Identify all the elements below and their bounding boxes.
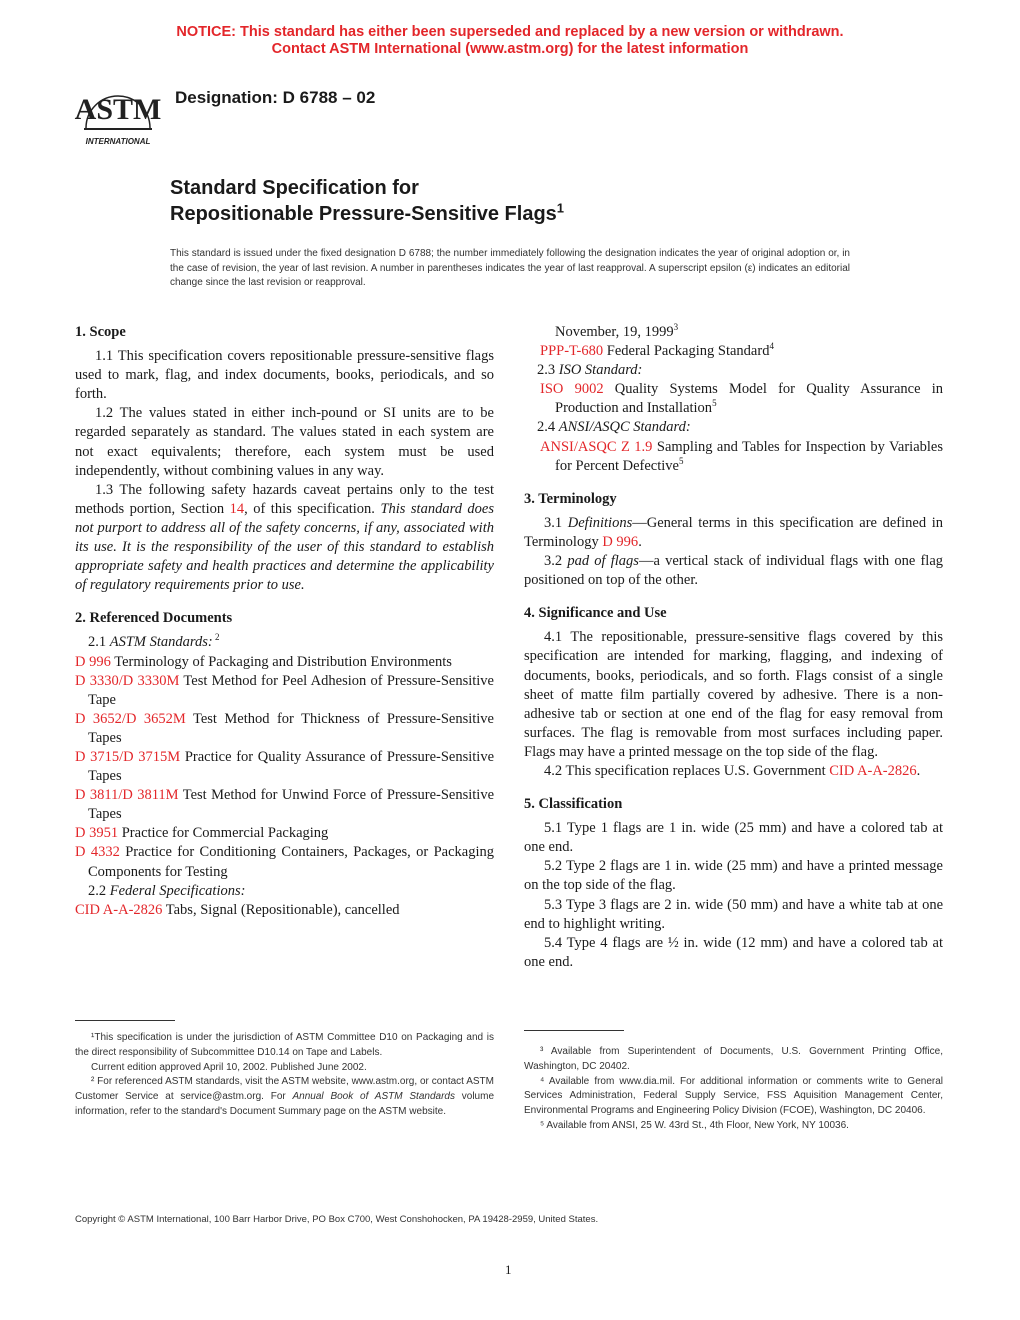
ref-title: Terminology of Packaging and Distribution Environments (110, 653, 452, 670)
para-4-1: 4.1 The repositionable, pressure-sensitive flags covered by this specification are intended for marking, flagging, and indexing of documents, books, periodicals, and so forth. Flags consist of a single sheet of matte film partially covered by adhesive. There is a non-adhesive tab or section at one end of the flag for easy removal from surfaces. The flag is removable from most surfaces including paper. Flags may have a printed message on the top side of the flag. (524, 629, 943, 760)
footnotes-right (524, 1045, 943, 1134)
para-4-2: 4.2 This specification replaces U.S. Government CID A-A-2826. (544, 762, 921, 779)
para-1-2: 1.2 The values stated in either inch-pound or SI units are to be regarded separately as standard. The values stated in each system are not exact equivalents; therefore, each system must be used independently, without combining values in any way. (75, 405, 494, 479)
title-line-1: Standard Specification for (170, 177, 419, 199)
para-5-4: 5.4 Type 4 flags are ½ in. wide (12 mm) and have a colored tab at one end. (524, 934, 943, 970)
ref-item (75, 653, 494, 672)
astm-logo-icon (74, 74, 162, 152)
footnote-4: ⁴ Available from www.dia.mil. For additional information or comments write to General Services Administration, Federal Supply Service, FSS Aquisition Management Center, Environmental Programs and Engineering Policy Division (FCOE), Washington, DC 20406. (524, 1075, 943, 1117)
ref-ansi-link[interactable]: ANSI/ASQC Z 1.9 (540, 438, 653, 455)
para-1-1: 1.1 This specification covers repositionable pressure-sensitive flags used to mark, flag, and index documents, books, periodicals, and so forth. (75, 348, 494, 403)
para-2-2: 2.2 Federal Specifications: (88, 882, 246, 899)
designation: Designation: D 6788 – 02 (175, 88, 376, 107)
ref-ppp: PPP-T-680 Federal Packaging Standard$^4$ (540, 341, 774, 360)
para-5-2: 5.2 Type 2 flags are 1 in. wide (25 mm) and have a printed message on the top side of the flag. (524, 858, 943, 894)
ref-item (75, 710, 494, 748)
astm-logo (74, 74, 162, 152)
ref-cid: CID A-A-2826 Tabs, Signal (Repositionable), cancelled (75, 901, 400, 918)
para-2-3: 2.3 ISO Standard: (537, 362, 643, 379)
para-3-2: 3.2 pad of flags—a vertical stack of individual flags with one flag positioned on top of the other. (524, 553, 944, 589)
copyright: Copyright © ASTM International, 100 Barr Harbor Drive, PO Box C700, West Conshohocken, PA 19428-2959, United States. (75, 1214, 599, 1225)
ref-link[interactable]: D 3811/D 3811M (75, 787, 179, 804)
section-5-heading: 5. Classification (524, 796, 623, 813)
ref-link[interactable]: D 3652/D 3652M (75, 710, 186, 727)
para-5-1: 5.1 Type 1 flags are 1 in. wide (25 mm) and have a colored tab at one end. (524, 820, 943, 856)
para-2-1: 2.1 ASTM Standards: $^2$ (88, 632, 220, 651)
footnotes-left (75, 1031, 494, 1120)
d996-link[interactable]: D 996 (602, 533, 639, 550)
section-2-heading: 2. Referenced Documents (75, 610, 233, 627)
footnote-5: ⁵ Available from ANSI, 25 W. 43rd St., 4th Floor, New York, NY 10036. (540, 1119, 849, 1131)
ref-link[interactable]: D 3951 (75, 825, 119, 842)
astm-refs-list (75, 653, 494, 882)
ref-ppp-link[interactable]: PPP-T-680 (540, 343, 604, 360)
ref-title: Practice for Conditioning Containers, Packages, or Packaging Components for Testing (88, 844, 494, 880)
ref-title: Test Method for Peel Adhesion of Pressure-Sensitive Tape (88, 672, 494, 708)
ref-item (75, 786, 494, 824)
notice-line-2: Contact ASTM International (www.astm.org) for the latest information (271, 41, 749, 57)
ref-title: Practice for Quality Assurance of Pressure-Sensitive Tapes (88, 748, 494, 785)
title-line-2: Repositionable Pressure-Sensitive Flags (170, 203, 557, 225)
section-4-heading: 4. Significance and Use (524, 605, 667, 622)
ref-link[interactable]: D 996 (75, 653, 111, 670)
footnote-rule-right (524, 1030, 624, 1031)
ref-ansi: ANSI/ASQC Z 1.9 Sampling and Tables for Inspection by Variables for Percent Defective$^5$ (540, 438, 943, 474)
intro-paragraph: This standard is issued under the fixed designation D 6788; the number immediately following the designation indicates the year of original adoption or, in the case of revision, the year of last revision. A number in parentheses indicates the year of last reapproval. A superscript epsilon (ε) indicates an editorial change since the last revision or reapproval. (170, 248, 850, 288)
logo-text: ASTM (74, 93, 162, 126)
ref-link[interactable]: D 3330/D 3330M (75, 672, 180, 689)
right-column (524, 323, 943, 972)
ref-cid-continuation: November, 19, 1999$^3$ (555, 322, 679, 340)
page-number: 1 (505, 1262, 512, 1277)
ref-iso: ISO 9002 Quality Systems Model for Quality Assurance in Production and Installation$^5$ (540, 381, 943, 417)
footnote-1b: Current edition approved April 10, 2002. Published June 2002. (91, 1061, 367, 1073)
left-column (75, 323, 494, 920)
ref-item (75, 672, 494, 710)
para-5-3: 5.3 Type 3 flags are 2 in. wide (50 mm) and have a white tab at one end to highlight writing. (524, 896, 943, 932)
footnote-2: ² For referenced ASTM standards, visit the ASTM website, www.astm.org, or contact ASTM Customer Service at service@astm.org. For Annual Book of ASTM Standards volume information, refer to the standard's Document Summary page on the ASTM website. (75, 1076, 494, 1117)
cid-link[interactable]: CID A-A-2826 (829, 762, 917, 779)
ref-cid-link[interactable]: CID A-A-2826 (75, 901, 163, 918)
section-14-link[interactable]: 14 (229, 500, 245, 517)
footnote-1: ¹This specification is under the jurisdiction of ASTM Committee D10 on Packaging and is the direct responsibility of Subcommittee D10.14 on Tape and Labels. (75, 1032, 494, 1058)
ref-title: Practice for Commercial Packaging (118, 825, 329, 842)
para-1-3: 1.3 The following safety hazards caveat pertains only to the test methods portion, Section 14, of this specification. This standard does not purport to address all of the safety concerns, if any, associated with its use. It is the responsibility of the user of this standard to establish appropriate safety and health practices and determine the applicability of regulatory requirements prior to use. (75, 481, 495, 594)
para-3-1: 3.1 Definitions—General terms in this specification are defined in Terminology D 996. (524, 514, 943, 550)
section-3-heading: 3. Terminology (524, 490, 617, 507)
footnote-3: ³ Available from Superintendent of Documents, U.S. Government Printing Office, Washington, DC 20402. (524, 1046, 943, 1072)
logo-caption: INTERNATIONAL (85, 137, 151, 146)
title-footnote-mark: 1 (556, 200, 565, 216)
ref-item (75, 824, 494, 843)
ref-item (75, 748, 494, 786)
ref-iso-link[interactable]: ISO 9002 (540, 381, 604, 398)
ref-link[interactable]: D 3715/D 3715M (75, 748, 181, 765)
ref-item (75, 843, 494, 881)
document-title (170, 175, 564, 227)
ref-link[interactable]: D 4332 (75, 844, 120, 861)
notice-line-1: NOTICE: This standard has either been superseded and replaced by a new version or withdrawn. (176, 24, 844, 40)
footnote-rule-left (75, 1020, 175, 1021)
section-1-heading: 1. Scope (75, 324, 126, 340)
ref-title: Test Method for Thickness of Pressure-Sensitive Tapes (88, 710, 494, 746)
para-2-4: 2.4 ANSI/ASQC Standard: (537, 419, 691, 436)
ref-title: Test Method for Unwind Force of Pressure-Sensitive Tapes (88, 787, 495, 823)
